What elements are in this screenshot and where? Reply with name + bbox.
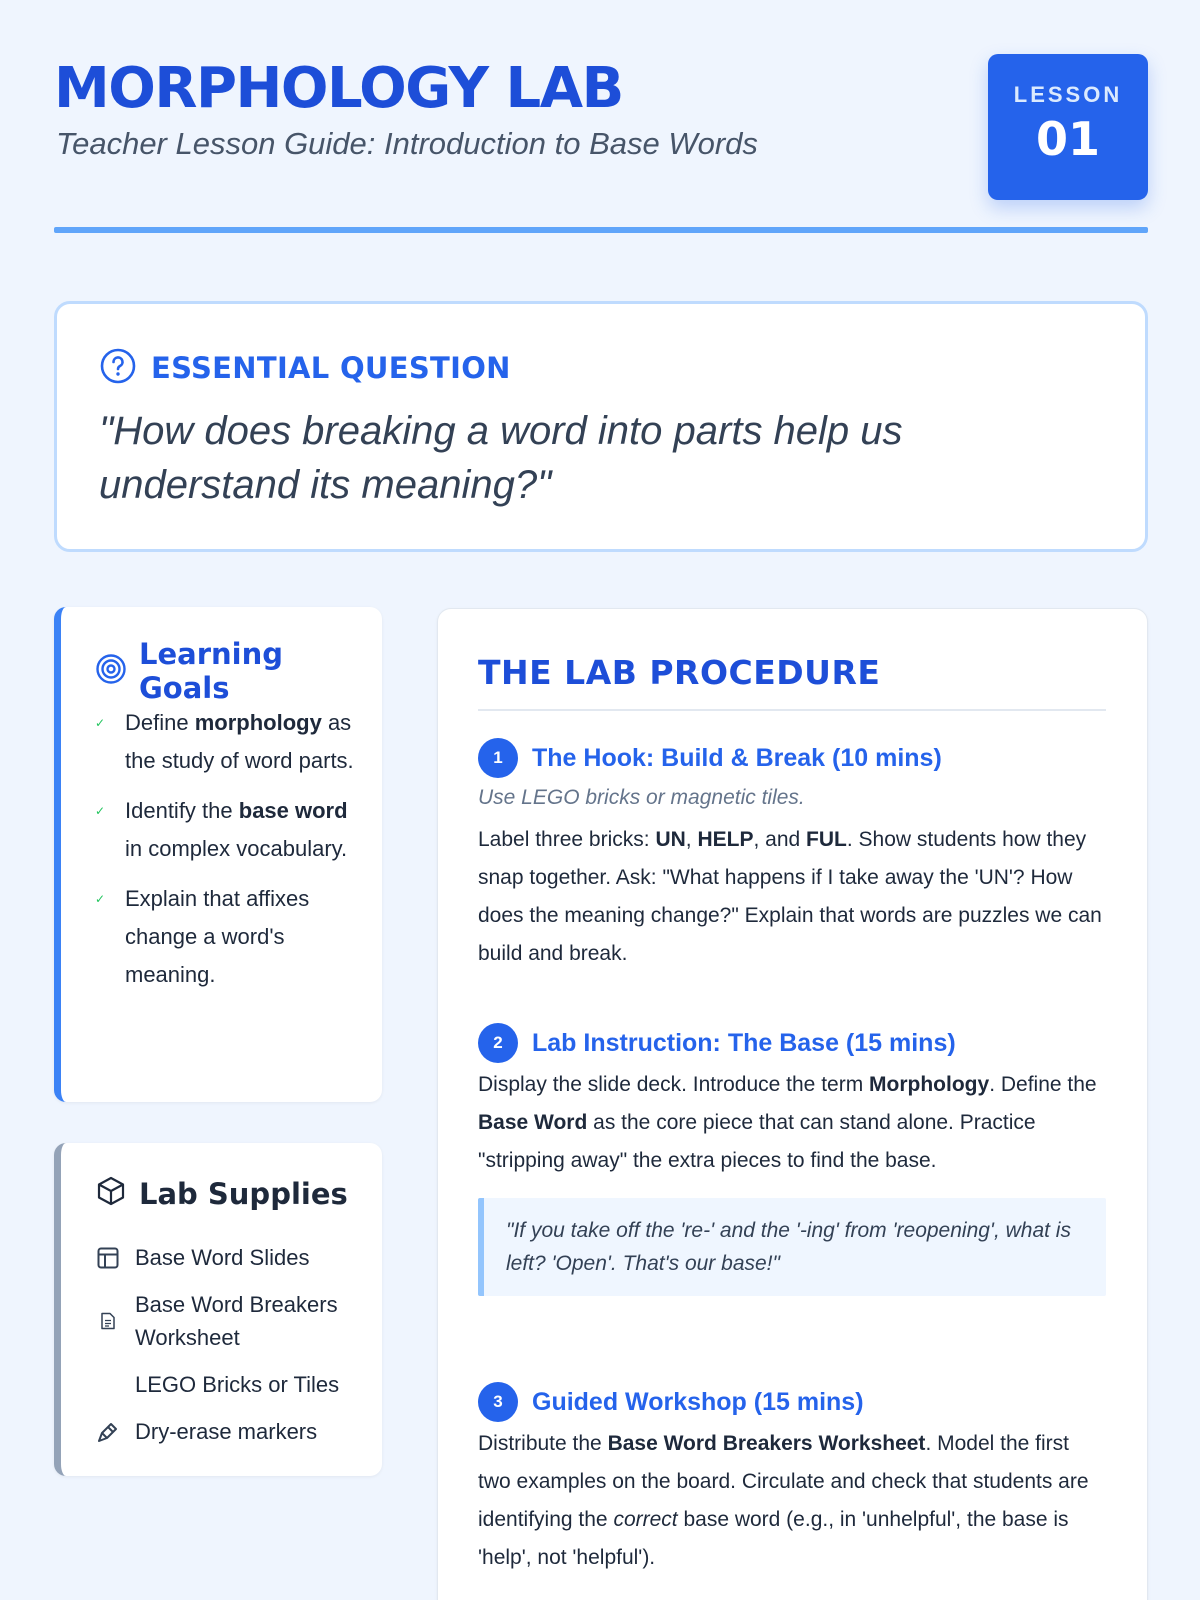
target-icon — [95, 653, 127, 690]
supply-icon-placeholder — [95, 1372, 121, 1398]
essential-question-card — [54, 301, 1148, 552]
supply-item — [95, 1288, 355, 1354]
check-icon: ✓ — [95, 804, 106, 818]
procedure-step-1 — [478, 737, 1106, 973]
lesson-badge — [988, 54, 1148, 200]
page-header — [54, 52, 1148, 232]
procedure-step-2 — [478, 1022, 1106, 1296]
goal-item: ✓ Explain that affixes change a word's meaning. — [95, 880, 355, 994]
box-icon — [95, 1175, 127, 1212]
procedure-step-3 — [478, 1381, 1106, 1577]
step-callout-quote: "If you take off the 're-' and the '-ing' from 'reopening', what is left? 'Open'. That's our base!" — [478, 1198, 1106, 1296]
step-header — [478, 737, 1106, 779]
goal-item: ✓ Define morphology as the study of word parts. — [95, 704, 355, 780]
essential-question-quote: "How does breaking a word into parts help us understand its meaning?" — [99, 409, 903, 507]
learning-goals-title: Learning Goals — [139, 637, 284, 705]
lab-supplies-list — [95, 1241, 355, 1462]
essential-question-header — [99, 348, 511, 388]
supply-label: Dry-erase markers — [135, 1419, 318, 1444]
step-body: Display the slide deck. Introduce the term Morphology. Define the Base Word as the core piece that can stand alone. Practice "stripping away" the extra pieces to find the base. — [478, 1073, 1097, 1172]
step-header — [478, 1381, 1106, 1423]
procedure-title: THE LAB PROCEDURE — [478, 653, 881, 692]
supply-item — [95, 1368, 355, 1401]
step-number-badge: 3 — [478, 1382, 518, 1422]
lab-supplies-title: Lab Supplies — [139, 1176, 348, 1211]
document-icon — [95, 1308, 121, 1334]
supply-item — [95, 1415, 355, 1448]
check-icon: ✓ — [95, 892, 106, 906]
step-number-badge: 1 — [478, 738, 518, 778]
check-icon: ✓ — [95, 716, 106, 730]
procedure-divider — [478, 709, 1106, 711]
learning-goals-header — [95, 637, 382, 705]
lab-supplies-card — [54, 1143, 382, 1476]
page-title: MORPHOLOGY LAB — [54, 56, 623, 121]
marker-icon — [95, 1419, 121, 1445]
step-note: Use LEGO bricks or magnetic tiles. — [478, 786, 805, 809]
lesson-label: LESSON — [1013, 82, 1123, 107]
supply-label: Base Word Breakers Worksheet — [135, 1292, 338, 1350]
learning-goals-list — [95, 704, 355, 1006]
step-title: Guided Workshop (15 mins) — [532, 1387, 864, 1416]
step-header — [478, 1022, 1106, 1064]
lesson-number: 01 — [1035, 112, 1100, 166]
lab-procedure-card — [437, 608, 1148, 1600]
goal-item: ✓ Identify the base word in complex vocabulary. — [95, 792, 355, 868]
step-title: The Hook: Build & Break (10 mins) — [532, 743, 942, 772]
supply-label: LEGO Bricks or Tiles — [135, 1372, 340, 1397]
essential-question-title: ESSENTIAL QUESTION — [151, 351, 511, 385]
learning-goals-card — [54, 607, 382, 1102]
step-body: Label three bricks: UN, HELP, and FUL. Show students how they snap together. Ask: "What happens if I take away the 'UN'? How does the meaning change?" Explain that words are puzzles we can build and break. — [478, 828, 1102, 965]
header-divider — [54, 227, 1148, 233]
lab-supplies-header — [95, 1175, 348, 1212]
step-number-badge: 2 — [478, 1023, 518, 1063]
step-body: Distribute the Base Word Breakers Worksheet. Model the first two examples on the board. Circulate and check that students are identifying the correct base word (e.g., in 'unhelpful', the base is 'help', not 'helpful'). — [478, 1432, 1089, 1569]
supply-label: Base Word Slides — [135, 1245, 310, 1270]
question-circle-icon — [99, 347, 137, 390]
step-title: Lab Instruction: The Base (15 mins) — [532, 1028, 956, 1057]
supply-item — [95, 1241, 355, 1274]
layout-icon — [95, 1245, 121, 1271]
page-subtitle: Teacher Lesson Guide: Introduction to Base Words — [56, 126, 758, 161]
